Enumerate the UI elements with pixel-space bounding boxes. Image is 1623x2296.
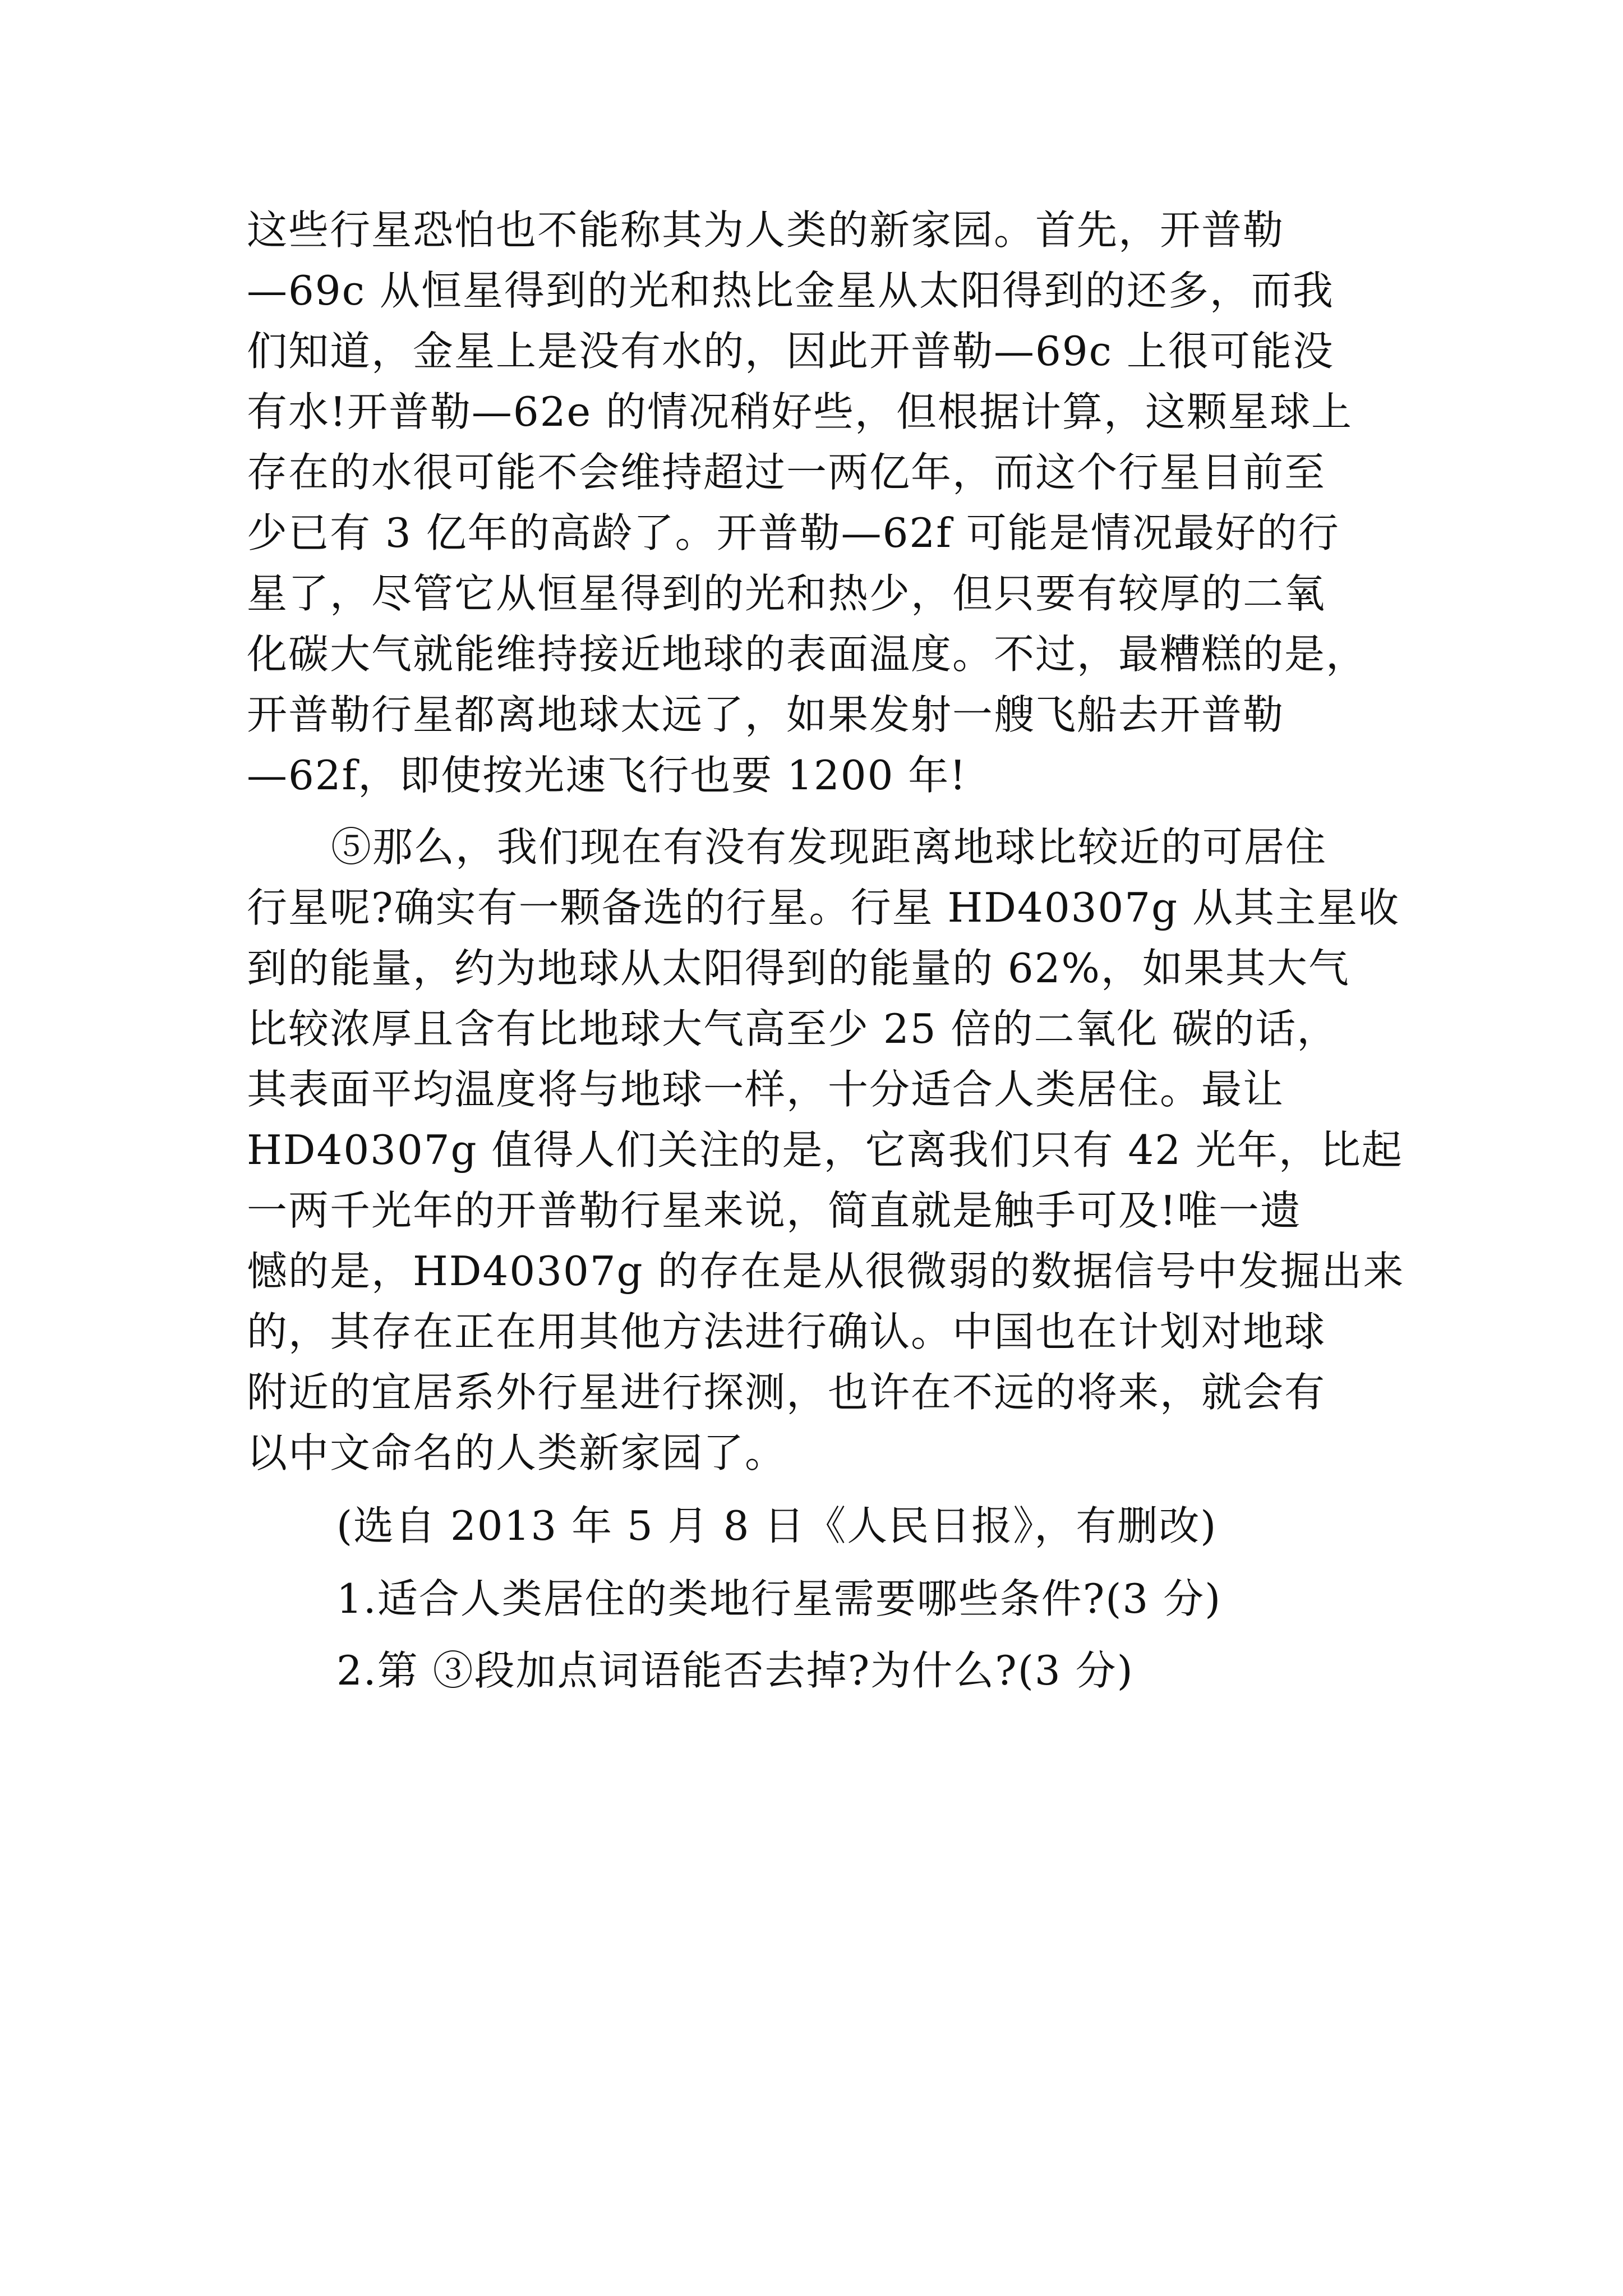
text-line: 少已有 3 亿年的高龄了。开普勒—62f 可能是情况最好的行 bbox=[247, 509, 1340, 556]
text-line: HD40307g 值得人们关注的是，它离我们只有 42 光年，比起 bbox=[247, 1126, 1403, 1174]
text-line: 憾的是，HD40307g 的存在是从很微弱的数据信号中发掘出来 bbox=[247, 1248, 1405, 1295]
text-line: 的，其存在正在用其他方法进行确认。中国也在计划对地球 bbox=[247, 1308, 1326, 1355]
text-line: 到的能量，约为地球从太阳得到的能量的 62%，如果其大气 bbox=[247, 945, 1350, 992]
text-line: 这些行星恐怕也不能称其为人类的新家园。首先，开普勒 bbox=[247, 206, 1285, 254]
text-line: 比较浓厚且含有比地球大气高至少 25 倍的二氧化 碳的话， bbox=[247, 1005, 1339, 1052]
text-line: 附近的宜居系外行星进行探测，也许在不远的将来，就会有 bbox=[247, 1369, 1326, 1416]
text-line: 其表面平均温度将与地球一样，十分适合人类居住。最让 bbox=[247, 1066, 1285, 1113]
text-line: —62f，即使按光速飞行也要 1200 年! bbox=[247, 752, 967, 799]
source-citation: (选自 2013 年 5 月 8 日《人民日报》，有删改) bbox=[336, 1502, 1218, 1549]
text-line: 一两千光年的开普勒行星来说，简直就是触手可及!唯一遗 bbox=[247, 1187, 1302, 1234]
text-line: 化碳大气就能维持接近地球的表面温度。不过，最糟糕的是， bbox=[247, 631, 1368, 678]
text-line: 存在的水很可能不会维持超过一两亿年，而这个行星目前至 bbox=[247, 449, 1326, 496]
text-line: ⑤那么，我们现在有没有发现距离地球比较近的可居住 bbox=[331, 823, 1327, 871]
question-item: 1.适合人类居住的类地行星需要哪些条件?(3 分) bbox=[336, 1575, 1222, 1622]
text-line: —69c 从恒星得到的光和热比金星从太阳得到的还多，而我 bbox=[247, 267, 1334, 314]
text-line: 开普勒行星都离地球太远了，如果发射一艘飞船去开普勒 bbox=[247, 691, 1285, 738]
question-item: 2.第 ③段加点词语能否去掉?为什么?(3 分) bbox=[336, 1647, 1134, 1694]
text-line: 有水!开普勒—62e 的情况稍好些，但根据计算，这颗星球上 bbox=[247, 388, 1353, 435]
text-line: 行星呢?确实有一颗备选的行星。行星 HD40307g 从其主星收 bbox=[247, 884, 1400, 931]
text-line: 以中文命名的人类新家园了。 bbox=[247, 1429, 787, 1476]
text-line: 星了，尽管它从恒星得到的光和热少，但只要有较厚的二氧 bbox=[247, 570, 1326, 617]
text-line: 们知道，金星上是没有水的，因此开普勒—69c 上很可能没 bbox=[247, 328, 1334, 375]
